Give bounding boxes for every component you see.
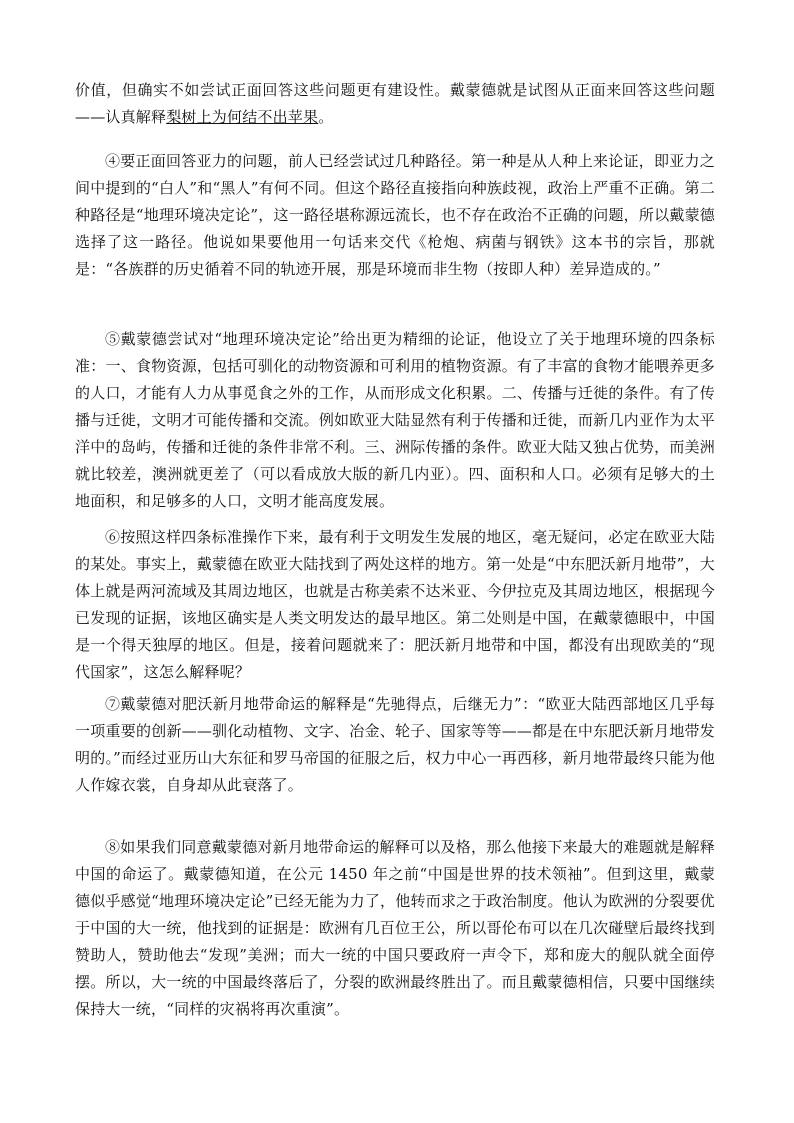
paragraph-4-text: ④要正面回答亚力的问题，前人已经尝试过几种路径。第一种是从人种上来论证，即亚力之间中提到的“白人”和“黑人”有何不同。但这个路径直接指向种族歧视，政治上严重不正确。第二种路径是“地理环境决定论”，这一路径堪称源远流长，也不存在政治不正确的问题，所以戴蒙德选择了这一路径。他说如果要他用一句话来交代《枪炮、病菌与钢铁》这本书的宗旨，那就是：“各族群的历史循着不同的轨迹开展，那是环境而非生物（按即人种）差异造成的。” [75,152,715,278]
paragraph-text-start: 价值，但确实不如尝试正面回答这些问题更有建设性。戴蒙德就是试图从正面来回答这些问题——认真解释 [75,81,715,126]
paragraph-continuation [75,77,715,131]
paragraph-4 [75,148,715,283]
paragraph-6 [75,524,715,686]
paragraph-5-text: ⑤戴蒙德尝试对“地理环境决定论”给出更为精细的论证，他设立了关于地理环境的四条标准：一、食物资源，包括可驯化的动物资源和可利用的植物资源。有了丰富的食物才能喂养更多的人口，才能有人力从事觅食之外的工作，从而形成文化积累。二、传播与迁徙的条件。有了传播与迁徙，文明才可能传播和交流。例如欧亚大陆显然有利于传播和迁徙，而新几内亚作为太平洋中的岛屿，传播和迁徙的条件非常不利。三、洲际传播的条件。欧亚大陆又独占优势，而美洲就比较差，澳洲就更差了（可以看成放大版的新几内亚）。四、面积和人口。必须有足够大的土地面积，和足够多的人口，文明才能高度发展。 [75,330,715,510]
paragraph-8-text: ⑧如果我们同意戴蒙德对新月地带命运的解释可以及格，那么他接下来最大的难题就是解释中国的命运了。戴蒙德知道，在公元 1450 年之前“中国是世界的技术领袖”。但到这里，戴蒙德似乎感觉“地理环境决定论”已经无能为力了，他转而求之于政治制度。他认为欧洲的分裂要优于中国的大一统，他找到的证据是：欧洲有几百位王公，所以哥伦布可以在几次碰壁后最终找到赞助人，赞助他去“发现”美洲；而大一统的中国只要政府一声令下，郑和庞大的舰队就全面停摆。所以，大一统的中国最终落后了，分裂的欧洲最终胜出了。而且戴蒙德相信，只要中国继续保持大一统，“同样的灾祸将再次重演”。 [75,838,715,1018]
paragraph-8 [75,834,715,1023]
paragraph-7 [75,691,715,799]
underlined-phrase: 梨树上为何结不出苹果 [166,108,319,126]
paragraph-7-text: ⑦戴蒙德对肥沃新月地带命运的解释是“先驰得点，后继无力”：“欧亚大陆西部地区几乎每一项重要的创新——驯化动植物、文字、冶金、轮子、国家等等——都是在中东肥沃新月地带发明的。”而经过亚历山大东征和罗马帝国的征服之后，权力中心一再西移，新月地带最终只能为他人作嫁衣裳，自身却从此衰落了。 [75,695,715,794]
paragraph-5 [75,326,715,515]
paragraph-text [75,77,715,131]
paragraph-6-text: ⑥按照这样四条标准操作下来，最有利于文明发生发展的地区，毫无疑问，必定在欧亚大陆的某处。事实上，戴蒙德在欧亚大陆找到了两处这样的地方。第一处是“中东肥沃新月地带”，大体上就是两河流域及其周边地区，也就是古称美索不达米亚、今伊拉克及其周边地区，根据现今已发现的证据，该地区确实是人类文明发达的最早地区。第二处则是中国，在戴蒙德眼中，中国是一个得天独厚的地区。但是，接着问题就来了：肥沃新月地带和中国，都没有出现欧美的“现代国家”，这怎么解释呢？ [75,528,715,681]
paragraph-text-end: 。 [318,108,334,126]
